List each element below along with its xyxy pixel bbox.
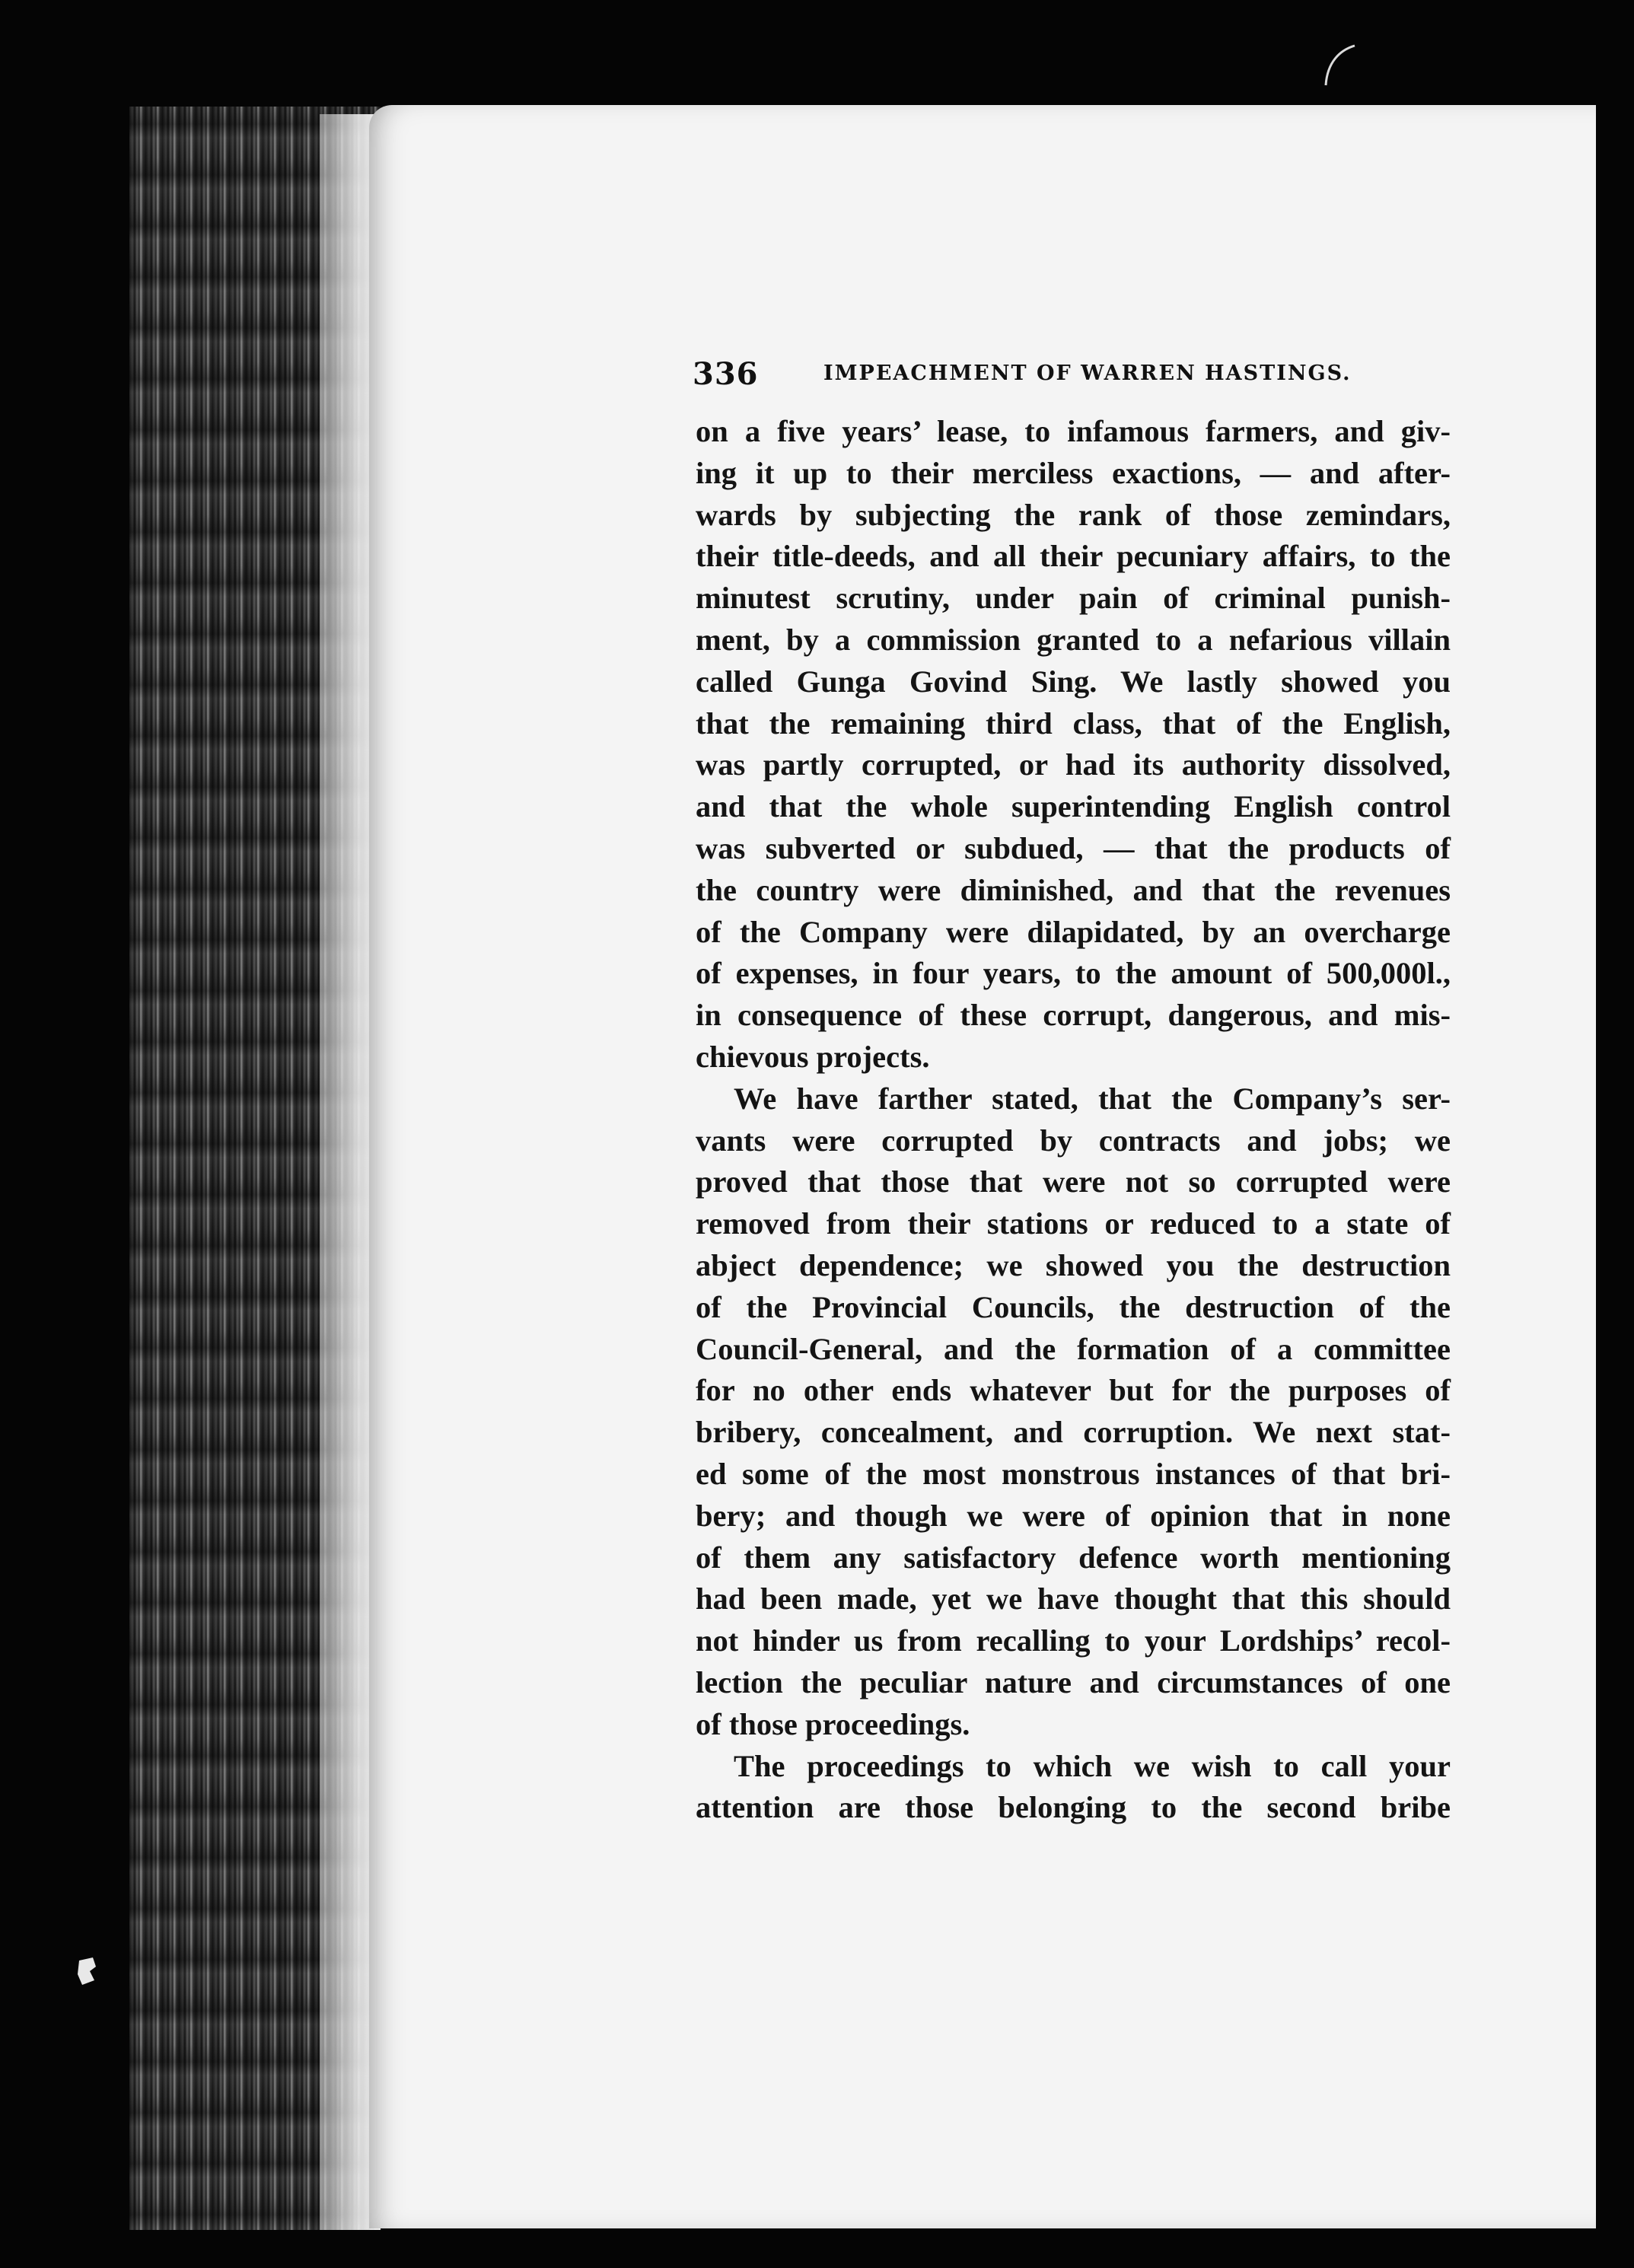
- text-line: called Gunga Govind Sing. We lastly showed you: [696, 664, 1451, 699]
- text-line: in consequence of these corrupt, dangerous, and mis-: [696, 998, 1451, 1033]
- text-line: on a five years’ lease, to infamous farmers, and giv-: [696, 414, 1451, 448]
- paragraph-start: The proceedings to which we wish to call your: [734, 1748, 1451, 1783]
- text-line: ed some of the most monstrous instances of that bri-: [696, 1456, 1451, 1491]
- text-line: and that the whole superintending English control: [696, 789, 1451, 824]
- text-line: the country were diminished, and that the revenues: [696, 872, 1451, 907]
- text-line: vants were corrupted by contracts and jobs; we: [696, 1123, 1451, 1158]
- text-line: was partly corrupted, or had its authority dissolved,: [696, 747, 1451, 782]
- text-line: ing it up to their merciless exactions, — and after-: [696, 455, 1451, 490]
- text-line: for no other ends whatever but for the purposes of: [696, 1373, 1451, 1408]
- text-line: chievous projects.: [696, 1039, 930, 1074]
- text-line: attention are those belonging to the second bribe: [696, 1790, 1451, 1825]
- text-line: of them any satisfactory defence worth mentioning: [696, 1540, 1451, 1575]
- binding-mark: [76, 1956, 97, 1986]
- text-line: of the Provincial Councils, the destruction of the: [696, 1289, 1451, 1324]
- pencil-mark: [1317, 40, 1362, 93]
- text-line: not hinder us from recalling to your Lordships’ recol-: [696, 1623, 1451, 1658]
- text-line: ment, by a commission granted to a nefarious villain: [696, 622, 1451, 657]
- page-header: [693, 356, 1454, 402]
- text-line: Council-General, and the formation of a committee: [696, 1331, 1451, 1366]
- text-line: bribery, concealment, and corruption. We next stat-: [696, 1415, 1451, 1450]
- text-line: of expenses, in four years, to the amount of 500,000l.,: [696, 956, 1451, 991]
- running-head: IMPEACHMENT OF WARREN HASTINGS.: [823, 362, 1352, 385]
- text-line: their title-deeds, and all their pecuniary affairs, to the: [696, 539, 1451, 574]
- text-line: lection the peculiar nature and circumstances of one: [696, 1664, 1451, 1699]
- paragraph-start: We have farther stated, that the Company’s ser-: [734, 1081, 1451, 1116]
- text-line: had been made, yet we have thought that this should: [696, 1582, 1451, 1617]
- text-line: proved that those that were not so corrupted were: [696, 1164, 1451, 1199]
- text-line: of those proceedings.: [696, 1706, 970, 1741]
- text-line: bery; and though we were of opinion that in none: [696, 1498, 1451, 1533]
- body-text: [696, 411, 1451, 1829]
- text-line: minutest scrutiny, under pain of criminal punish-: [696, 581, 1451, 616]
- page-number: 336: [693, 356, 759, 392]
- text-line: of the Company were dilapidated, by an overcharge: [696, 914, 1451, 949]
- text-line: that the remaining third class, that of the English,: [696, 706, 1451, 741]
- text-line: wards by subjecting the rank of those zemindars,: [696, 497, 1451, 532]
- text-line: abject dependence; we showed you the destruction: [696, 1247, 1451, 1282]
- text-line: was subverted or subdued, — that the products of: [696, 830, 1451, 865]
- text-line: removed from their stations or reduced to a state of: [696, 1206, 1451, 1241]
